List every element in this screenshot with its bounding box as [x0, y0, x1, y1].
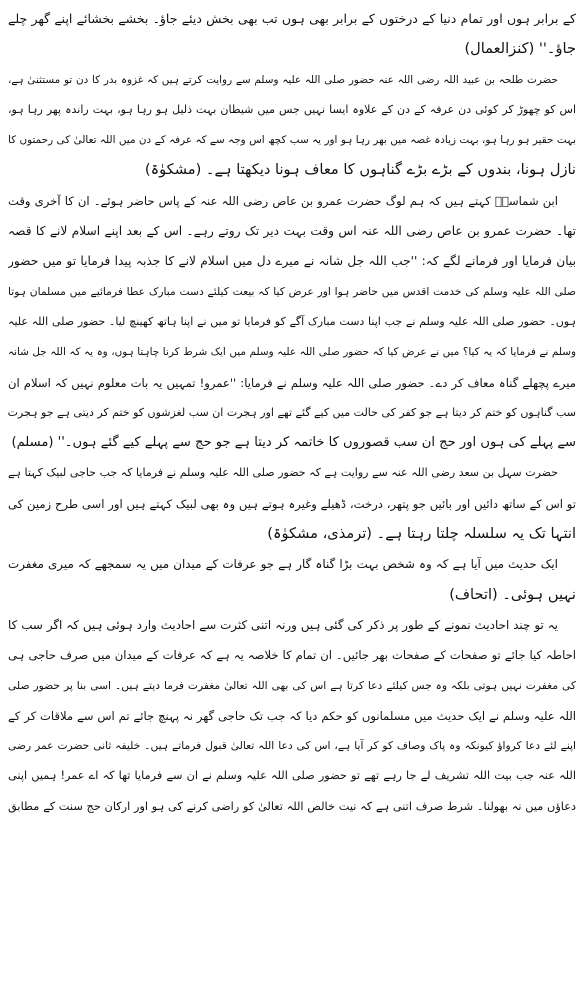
text-line: تو اس کے ساتھ دائیں اور بائیں جو پتھر، درخت، ڈھیلے وغیرہ ہوتے ہیں وہ بھی لبیک کہتے ہیں اور اسی طرح زمین کی [8, 496, 576, 511]
paragraph [8, 4, 576, 65]
text-line: تھا۔ حضرت عمرو بن عاص رضی اللہ عنہ اس وقت بہت دیر تک روتے رہے۔ اس کے بعد اپنے اسلام لانے کا قصہ [8, 224, 576, 239]
text-line: کی مغفرت نہیں ہوتی بلکہ وہ جس کیلئے دعا کرتا ہے اس کی بھی اللہ تعالیٰ مغفرت فرما دیتے ہیں۔ اسی بنا پر حضور صلی [8, 678, 576, 692]
text-line: ایک حدیث میں آیا ہے کہ وہ شخص بہت بڑا گناہ گار ہے جو عرفات کے میدان میں یہ سمجھے کہ میری مغفرت [8, 557, 558, 572]
text-line: انتہا تک یہ سلسلہ چلتا رہتا ہے۔ (ترمذی، مشکوٰۃ) [267, 525, 576, 543]
text-line: بیان فرمایا اور فرمانے لگے کہ: ''جب اللہ جل شانہ نے میرے دل میں اسلام لانے کا جذبہ پیدا فرمایا تو میں حضور [8, 254, 576, 269]
paragraph [8, 186, 576, 459]
paragraph [8, 458, 576, 549]
paragraph [8, 610, 576, 822]
text-line: سے پہلے کی ہوں اور حج ان سب قصوروں کا خاتمہ کر دیتا ہے جو حج سے پہلے کیے گئے ہوں۔'' (مسلم) [11, 435, 576, 451]
text-line: دعاؤں میں نہ بھولنا۔ شرط صرف اتنی ہے کہ نیت خالص اللہ تعالیٰ کو راضی کرنے کی ہو اور ارکان حج سنت کے مطابق [8, 799, 576, 813]
text-line: ہوں۔ حضور صلی اللہ علیہ وسلم نے جب اپنا دست مبارک آگے کو فرمایا تو میں نے اپنا ہاتھ کھینچ لیا۔ حضور صلی اللہ علیہ [8, 314, 576, 328]
text-line: صلی اللہ علیہ وسلم کی خدمت اقدس میں حاضر ہوا اور عرض کیا کہ بیعت کیلئے دست مبارک عطا فرمائیے میں مسلمان ہوتا [8, 284, 576, 298]
text-line: میرے پچھلے گناہ معاف کر دے۔ حضور صلی اللہ علیہ وسلم نے فرمایا: ''عمرو! تمہیں یہ بات معلوم نہیں کہ اسلام ان [8, 375, 576, 390]
text-line: احاطہ کیا جائے تو صفحات کے صفحات بھر جائیں۔ ان تمام کا خلاصہ یہ ہے کہ عرفات کے میدان میں صرف حاجی ہی [8, 648, 576, 663]
text-line: حضرت سہل بن سعد رضی اللہ عنہ سے روایت ہے کہ حضور صلی اللہ علیہ وسلم نے فرمایا کہ جب حاجی لبیک کہتا ہے [8, 466, 558, 480]
text-line: ابن شماسہؒ کہتے ہیں کہ ہم لوگ حضرت عمرو بن عاص رضی اللہ عنہ کے پاس حاضر ہوئے۔ ان کا آخری وقت [8, 193, 558, 208]
text-line: نازل ہونا، بندوں کے بڑے بڑے گناہوں کا معاف ہونا دیکھتا ہے۔ (مشکوٰۃ) [144, 161, 576, 179]
text-line: بہت حقیر ہو رہا ہو، بہت زیادہ غصہ میں بھر رہا ہو اور یہ سب کچھ اس وجہ سے کہ عرفہ کے دن میں اللہ تعالیٰ کی رحمتوں کا [8, 134, 576, 147]
text-line: کے برابر ہوں اور تمام دنیا کے درختوں کے برابر بھی ہوں تب بھی بخش دیئے جاؤ۔ بخشے بخشائے اپنے گھر چلے [8, 11, 576, 26]
text-line: سب گناہوں کو ختم کر دیتا ہے جو کفر کی حالت میں کیے گئے تھے اور ہجرت ان سب لغزشوں کو ختم کر دیتی ہے جو ہجرت [8, 405, 576, 419]
text-line: وسلم نے فرمایا کہ یہ کیا؟ میں نے عرض کیا کہ حضور صلی اللہ علیہ وسلم میں ایک شرط کرنا چاہتا ہوں، وہ یہ کہ اللہ جل شانہ [8, 346, 576, 359]
text-line: یہ تو چند احادیث نمونے کے طور پر ذکر کی گئی ہیں ورنہ اتنی کثرت سے احادیث وارد ہوئی ہیں کہ اگر سب کا [8, 617, 558, 632]
text-line: نہیں ہوئی۔ (اتحاف) [449, 585, 576, 603]
text-line: اس کو چھوڑ کر کوئی دن عرفہ کے دن کے علاوہ ایسا نہیں جس میں شیطان بہت ذلیل ہو رہا ہو، بہت راندہ پھر رہا ہو، [8, 102, 576, 116]
text-line: اللہ علیہ وسلم نے ایک حدیث میں مسلمانوں کو حکم دیا کہ جب تک حاجی گھر نہ پہنچ جائے تم اس سے ملاقات کر کے [8, 708, 576, 723]
text-line: حضرت طلحہ بن عبید اللہ رضی اللہ عنہ حضور صلی اللہ علیہ وسلم سے روایت کرتے ہیں کہ غزوہ بدر کا دن تو مستثنیٰ ہے، [8, 73, 558, 86]
text-line: اللہ عنہ جب بیت اللہ تشریف لے جا رہے تھے تو حضور صلی اللہ علیہ وسلم نے ان سے فرمایا تھا کہ اے عمر! ہمیں اپنی [8, 769, 576, 783]
paragraph [8, 65, 576, 186]
paragraph [8, 549, 576, 610]
text-line: اپنے لئے دعا کرواؤ کیونکہ وہ پاک وصاف کو کر آیا ہے، اس کی دعا اللہ تعالیٰ قبول فرماتے ہیں۔ خلیفہ ثانی حضرت عمر رضی [8, 739, 576, 753]
text-line: جاؤ۔'' (کنزالعمال) [464, 40, 576, 58]
